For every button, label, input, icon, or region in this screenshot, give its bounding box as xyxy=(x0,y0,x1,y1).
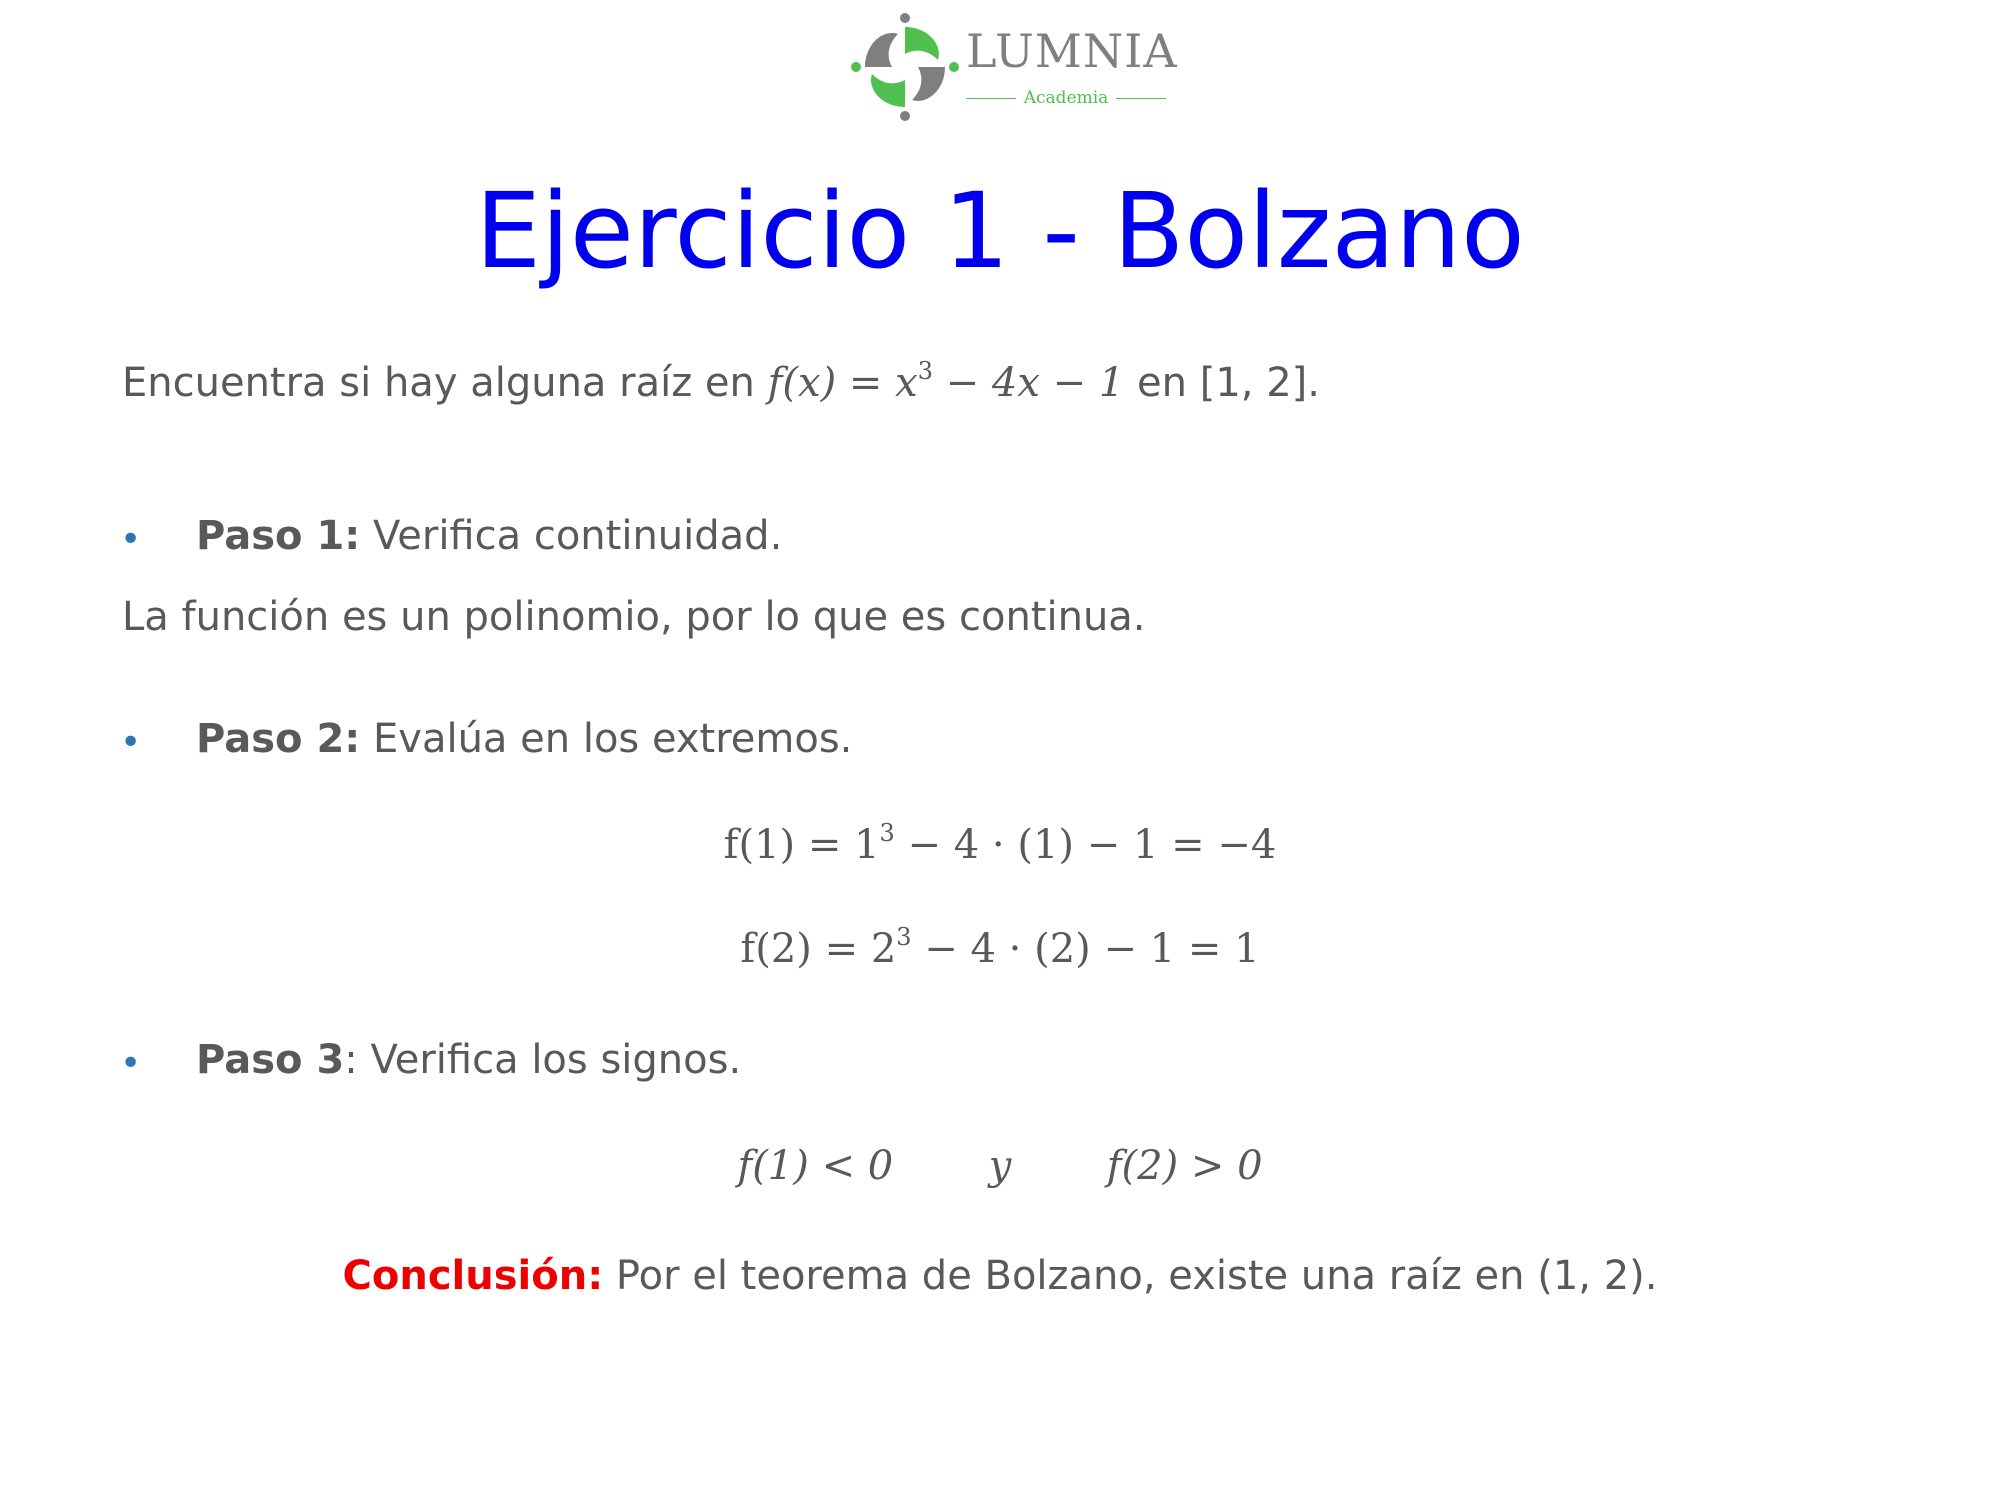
signs-comparison xyxy=(0,1143,2000,1189)
step-3-text xyxy=(196,1037,741,1083)
equation-f1-lhs: f(1) = 1 xyxy=(723,822,880,868)
statement-prefix: Encuentra si hay alguna raíz en xyxy=(122,360,755,406)
equation-f1-exp: 3 xyxy=(879,819,895,848)
bullet-icon: • xyxy=(120,1043,142,1084)
sign-f2: f(2) > 0 xyxy=(1106,1143,1263,1189)
function-lhs: f(x) = x xyxy=(767,360,918,406)
step-2-label: Paso 2: xyxy=(196,716,361,762)
statement-suffix: en [1, 2]. xyxy=(1137,360,1320,406)
step-2-text xyxy=(196,716,852,762)
bullet-icon: • xyxy=(120,519,142,560)
step-1-desc: Verifica continuidad. xyxy=(373,513,783,559)
step-1-label: Paso 1: xyxy=(196,513,361,559)
logo-name: LUMNIA xyxy=(966,24,1178,78)
equation-f2-lhs: f(2) = 2 xyxy=(740,926,897,972)
conclusion-text: Por el teorema de Bolzano, existe una raíz en (1, 2). xyxy=(603,1253,1658,1299)
divider xyxy=(1116,98,1166,99)
conclusion xyxy=(0,1253,2000,1299)
problem-statement xyxy=(122,357,1320,406)
logo-subtitle xyxy=(966,88,1166,108)
lumnia-logo xyxy=(848,10,1178,125)
function-rhs: − 4x − 1 xyxy=(932,360,1125,406)
divider xyxy=(966,98,1016,99)
conclusion-label: Conclusión: xyxy=(342,1253,604,1299)
bullet-icon: • xyxy=(120,722,142,763)
function-formula xyxy=(767,357,1125,406)
equation-f1 xyxy=(0,819,2000,868)
step-2-desc: Evalúa en los extremos. xyxy=(373,716,853,762)
sign-connector: y xyxy=(988,1143,1012,1189)
lumnia-emblem-icon xyxy=(848,10,963,125)
equation-f1-rhs: − 4 · (1) − 1 = −4 xyxy=(894,822,1277,868)
step-1-detail: La función es un polinomio, por lo que es continua. xyxy=(122,594,1146,640)
step-3-desc: : Verifica los signos. xyxy=(344,1037,742,1083)
equation-f2-exp: 3 xyxy=(896,923,912,952)
logo-subtitle-text: Academia xyxy=(1023,88,1109,108)
page-title: Ejercicio 1 - Bolzano xyxy=(475,170,1525,292)
equation-f2-rhs: − 4 · (2) − 1 = 1 xyxy=(911,926,1260,972)
equation-f2 xyxy=(0,923,2000,972)
step-3-label: Paso 3 xyxy=(196,1037,345,1083)
function-exponent: 3 xyxy=(917,357,933,386)
sign-f1: f(1) < 0 xyxy=(737,1143,894,1189)
step-1-text xyxy=(196,513,782,559)
